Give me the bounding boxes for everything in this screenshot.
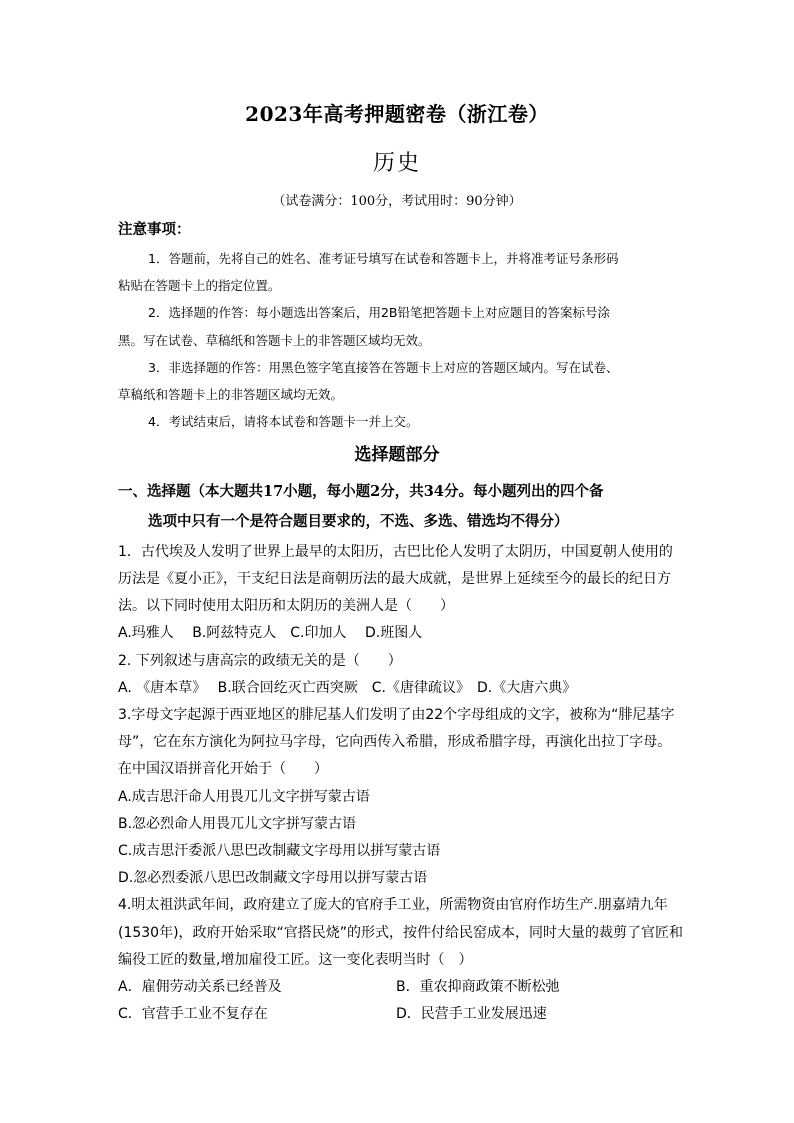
part-heading: 一、选择题（本大题共17小题，每小题2分，共34分。每小题列出的四个备 bbox=[118, 483, 604, 500]
notice-line: 1．答题前，先将自己的姓名、准考证号填写在试卷和答题卡上，并将准考证号条形码 bbox=[148, 251, 619, 266]
question-3-stem: 在中国汉语拼音化开始于（ ） bbox=[118, 761, 328, 777]
question-1-stem: 法。以下同时使用太阳历和太阴历的美洲人是（ ） bbox=[118, 598, 454, 614]
question-1-stem: 1．古代埃及人发明了世界上最早的太阳历，古巴比伦人发明了太阴历，中国夏朝人使用的 bbox=[118, 544, 673, 560]
part-heading-cont: 选项中只有一个是符合题目要求的，不选、多选、错选均不得分） bbox=[148, 513, 569, 530]
question-2-stem: 2. 下列叙述与唐高宗的政绩无关的是（ ） bbox=[118, 653, 402, 669]
question-1-options: A.玛雅人 B.阿兹特克人 C.印加人 D.班图人 bbox=[118, 625, 423, 641]
exam-title: 2023年高考押题密卷（浙江卷） bbox=[245, 102, 549, 126]
question-1-stem: 历法是《夏小正》，干支纪日法是商朝历法的最大成就，是世界上延续至今的最长的纪日方 bbox=[118, 571, 671, 587]
notice-line: 黑。写在试卷、草稿纸和答题卡上的非答题区域均无效。 bbox=[118, 333, 431, 348]
question-4-option-a: A．雇佣劳动关系已经普及 bbox=[118, 979, 282, 995]
question-3-option-d: D.忽必烈委派八思巴改制藏文字母用以拼写蒙古语 bbox=[118, 870, 428, 886]
question-3-option-c: C.成吉思汗委派八思巴改制藏文字母用以拼写蒙古语 bbox=[118, 843, 441, 859]
question-3-option-a: A.成吉思汗命人用畏兀儿文字拼写蒙古语 bbox=[118, 789, 370, 805]
question-3-stem: 3.字母文字起源于西亚地区的腓尼基人们发明了由22个字母组成的文字，被称为“腓尼基字 bbox=[118, 707, 675, 723]
question-4-stem: (1530年)，政府开始采取“官搭民烧”的形式，按件付给民窑成本，同时大量的裁剪了官匠和 bbox=[118, 925, 684, 941]
question-4-option-d: D．民营手工业发展迅速 bbox=[396, 1006, 547, 1022]
question-4-stem: 4.明太祖洪武年间，政府建立了庞大的官府手工业，所需物资由官府作坊生产.朋嘉靖九年 bbox=[118, 897, 668, 913]
question-2-options: A. 《唐本草》 B.联合回纥灭亡西突厥 C.《唐律疏议》 D.《大唐六典》 bbox=[118, 680, 577, 696]
section-title: 选择题部分 bbox=[354, 445, 440, 465]
question-3-option-b: B.忽必烈命人用畏兀儿文字拼写蒙古语 bbox=[118, 816, 357, 832]
notice-line: 2．选择题的作答：每小题选出答案后，用2B铅笔把答题卡上对应题目的答案标号涂 bbox=[148, 305, 610, 320]
question-4-option-c: C．官营手工业不复存在 bbox=[118, 1006, 268, 1022]
notice-line: 粘贴在答题卡上的指定位置。 bbox=[118, 278, 281, 293]
exam-info: （试卷满分：100分，考试用时：90分钟） bbox=[272, 194, 522, 209]
notice-line: 3．非选择题的作答：用黑色签字笔直接答在答题卡上对应的答题区域内。写在试卷、 bbox=[148, 360, 619, 375]
question-4-stem: 编役工匠的数量,增加雇役工匠。这一变化表明当时（ ） bbox=[118, 952, 473, 968]
question-3-stem: 母”，它在东方演化为阿拉马字母，它向西传入希腊，形成希腊字母，再演化出拉丁字母。 bbox=[118, 734, 672, 750]
notice-line: 草稿纸和答题卡上的非答题区域均无效。 bbox=[118, 387, 344, 402]
notice-line: 4．考试结束后，请将本试卷和答题卡一并上交。 bbox=[148, 414, 419, 429]
question-4-option-b: B．重农抑商政策不断松弛 bbox=[396, 979, 560, 995]
notice-heading: 注意事项： bbox=[118, 221, 191, 238]
subject-title: 历史 bbox=[372, 151, 421, 176]
